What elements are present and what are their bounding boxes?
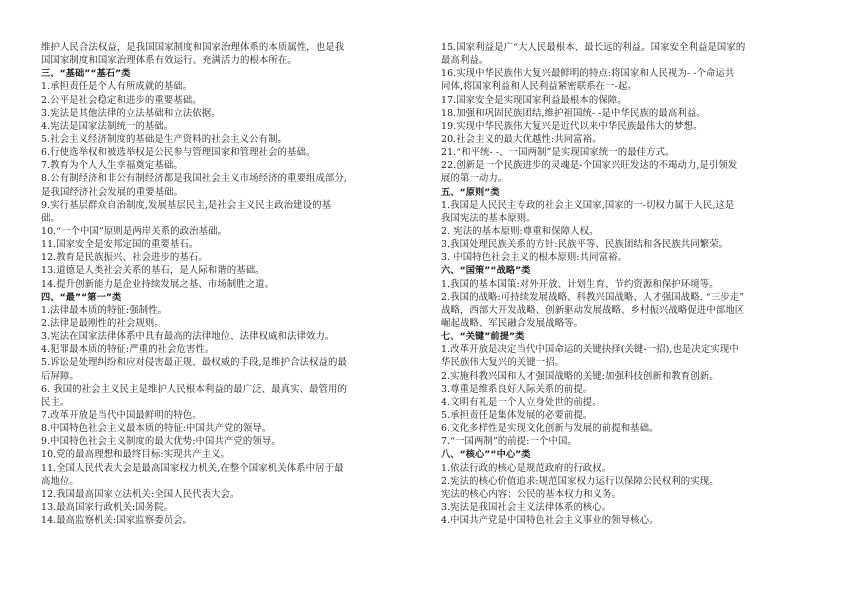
text-line: 14.最高监察机关:国家监察委员会。: [41, 515, 193, 527]
text-line: 7.改革开放是当代中国最鲜明的特色。: [41, 409, 202, 421]
text-line: 2.宪法的核心价值追求:规范国家权力运行以保障公民权利的实现。: [441, 475, 719, 487]
text-line: 3.尊重是维系良好人际关系的前提。: [441, 383, 593, 395]
text-line: 后屏障。: [41, 370, 79, 382]
section-heading: 五、“原则”类: [441, 186, 500, 198]
text-line: 12.教育是民族振兴、社会进步的基石。: [41, 252, 208, 264]
text-line: 是我国经济社会发展的重要基础。: [41, 186, 184, 198]
text-line: 11.国家安全是安邦定国的重要基石。: [41, 239, 199, 251]
text-line: 6.文化多样性是实现文化创新与发展的前提和基础。: [441, 423, 659, 435]
text-line: 3. 中国特色社会主义的根本原则:共同富裕。: [441, 252, 628, 264]
text-line: 民主。: [41, 396, 70, 408]
text-line: 13.最高国家行政机关:国务院。: [41, 501, 174, 513]
text-line: 3.我国处理民族关系的方针:民族平等、民族团结和各民族共同繁荣。: [441, 239, 729, 251]
text-line: 12.我国最高国家立法机关:全国人民代表大会。: [41, 488, 240, 500]
text-line: 展的第一动力。: [441, 173, 508, 185]
text-line: 1.依法行政的核心是规范政府的行政权。: [441, 462, 612, 474]
text-line: 16.实现中华民族伟大复兴最鲜明的特点:将国家和人民视为- -个命运共: [441, 68, 735, 80]
text-line: 2. 宪法的基本原则:尊重和保障人权。: [441, 225, 599, 237]
text-line: 华民族伟大复兴的关键一招。: [441, 357, 565, 369]
text-line: 8.公有制经济和非公有制经济都是我国社会主义市场经济的重要组成部分,: [41, 173, 347, 185]
text-line: 1.我国是人民民主专政的社会主义国家,国家的一-切权力属于人民,这是: [441, 199, 735, 211]
text-line: 5.诉讼是处理纠纷和应对侵害最正规、最权威的手段,是维护合法权益的最: [41, 357, 347, 369]
text-line: 9.中国特色社会主义制度的最大优势:中国共产党的领导。: [41, 436, 281, 448]
text-line: 崛起战略、军民融合发展战略等。: [441, 317, 584, 329]
text-line: 15.国家利益是广“大人民最根本、最长远的利益。国家安全利益是国家的: [441, 42, 746, 53]
text-line: 10.“一个中国”原则是两岸关系的政治基础。: [41, 225, 228, 237]
text-line: 8.中国特色社会主义最本质的特征:中国共产党的领导。: [41, 423, 272, 435]
text-line: 21.“和平统- -、一国两制”是实现国家统一的最佳方式。: [441, 147, 675, 159]
right-column: [441, 41, 823, 527]
text-line: 4.犯罪最本质的特征:严重的社会危害性。: [41, 344, 215, 356]
text-line: 2.我国的战略:可持续发展战略、科教兴国战略、人才强国战略. “三步走”: [441, 291, 745, 303]
text-line: 6. 我国的社会主义民主是维护人民根本利益的最广泛、最真实、最管用的: [41, 383, 347, 395]
text-line: 18.加强和巩固民族团结,维护祖国统- -是中华民族的最高利益。: [441, 107, 706, 119]
text-line: 战略，西部大开发战略、创新驱动发展战略、乡村振兴战略促进中部地区: [441, 304, 745, 316]
section-heading: 八、“核心”“中心”类: [441, 449, 531, 461]
text-line: 5.社会主义经济制度的基础是生产资料的社会主义公有制。: [41, 133, 288, 145]
text-line: 22.创新是一个民族进步的灵魂是-个国家兴旺发达的不竭动力,是引领发: [441, 160, 738, 172]
section-heading: 七、“关键”前提”类: [441, 331, 525, 343]
left-column: [41, 41, 424, 527]
text-line: 7.“一国两制”的前提:一个中国。: [441, 436, 577, 448]
text-line: 1.承担责任是个人有所成就的基础。: [41, 81, 193, 93]
section-heading: 三、“基础”“基石”类: [41, 68, 131, 80]
text-line: 础。: [41, 212, 60, 224]
text-line: 9.实行基层群众自治制度,发展基层民主,是社会主义民主政治建设的基: [41, 199, 332, 211]
text-line: 10.党的最高理想和最终目标:实现共产主义。: [41, 449, 231, 461]
text-line: 宪法的核心内容；公民的基本权力和义务。: [441, 488, 622, 500]
text-line: 最高利益。: [441, 55, 489, 67]
text-line: 1.改革开放是决定当代中国命运的关键抉择(关键-一招),也是决定实现中: [441, 344, 739, 356]
text-line: 高地位。: [41, 475, 79, 487]
text-line: 2.实施科教兴国和人才强国战略的关键:加强科技创新和教育创新。: [441, 370, 719, 382]
text-line: 6.行使选举权和被选举权是公民参与管理国家和管理社会的基础。: [41, 147, 316, 159]
text-line: 1.我国的基本国策:对外开放、计划生育、节约资源和保护环境等。: [441, 278, 719, 290]
text-line: 4.中国共产党是中国特色社会主义事业的领导核心。: [441, 515, 659, 527]
text-line: 4.宪法是国家法制统一的基础。: [41, 120, 174, 132]
text-line: 20.社会主义的最大优越性:共同富裕。: [441, 133, 602, 145]
text-line: 1.法律最本质的特征:强制性。: [41, 304, 168, 316]
text-line: 19.实现中华民族伟大复兴是近代以来中华民族最伟大的梦想。: [441, 120, 703, 132]
text-line: 3.宪法是其他法律的立法基础和立法依据。: [41, 107, 221, 119]
text-line: 4.文明有礼是一个人立身处世的前提。: [441, 396, 602, 408]
text-line: 3.宪法是我国社会主义法律体系的核心。: [441, 501, 612, 513]
text-line: 2.法律是最刚性的社会规则。: [41, 317, 164, 329]
text-line: 我国宪法的基本原则。: [441, 212, 536, 224]
text-line: 同体,将国家利益和人民利益紧密联系在一-起。: [441, 81, 637, 93]
section-heading: 六、“国策”“战略”类: [441, 265, 531, 277]
text-line: 7.教育为个人人生幸福奠定基础。: [41, 160, 183, 172]
text-line: 17.国家安全是实现国家利益最根本的保障。: [441, 94, 627, 106]
section-heading: 四、“最”“第一”类: [41, 291, 122, 303]
text-line: 13.道德是人类社会关系的基石，是人际和谐的基础。: [41, 265, 265, 277]
text-line: 11.全国人民代表大会是最高国家权力机关,在整个国家机关体系中居于最: [41, 462, 344, 474]
text-line: 14.提升创新能力是企业持续发展之基、市场制胜之道。: [41, 278, 275, 290]
text-line: 国国家制度和国家治理体系有效运行、充满活力的根本所在。: [41, 55, 297, 67]
text-line: 3.宪法在国家法律体系中具有最高的法律地位、法律权威和法律效力。: [41, 331, 335, 343]
text-line: 2.公平是社会稳定和进步的重要基础。: [41, 94, 202, 106]
text-line: 5.承担责任是集体发展的必要前提。: [441, 409, 593, 421]
text-line: 维护人民合法权益，是我国国家制度和国家治理体系的本质属性，也是我: [41, 42, 345, 53]
